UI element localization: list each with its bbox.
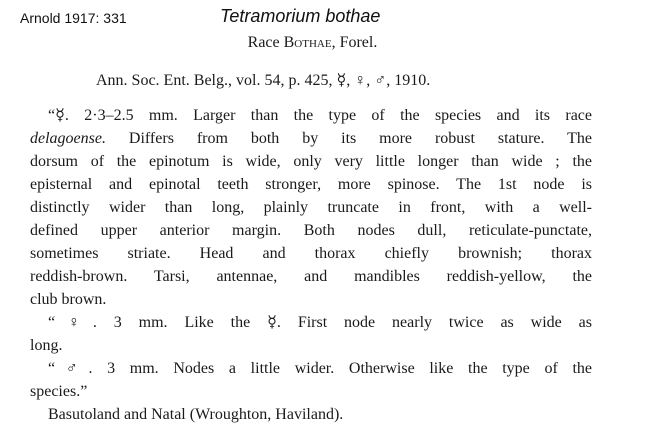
locality-line: Basutoland and Natal (Wroughton, Haviland). [48, 406, 344, 423]
female-line-1: “♀. 3 mm. Like the ☿. First node nearly twice as wide as [48, 314, 592, 331]
worker-line-9: club brown. [30, 291, 107, 308]
female-line-2: long. [30, 337, 63, 354]
race-prefix: Race [247, 34, 284, 51]
male-line-1: “♂. 3 mm. Nodes a little wider. Otherwise like the type of the [48, 360, 592, 377]
female-description [30, 311, 592, 357]
species-title: Tetramorium bothae [220, 6, 381, 26]
description-body [30, 104, 592, 426]
race-suffix: , Forel. [331, 34, 378, 51]
worker-line-8: reddish-brown. Tarsi, antennae, and mandibles reddish-yellow, the [30, 268, 592, 285]
worker-line-7: sometimes striate. Head and thorax chiefly brownish; thorax [30, 245, 592, 262]
race-name-italic: delagoense. [30, 130, 106, 147]
worker-line-4: episternal and epinotal teeth stronger, more spinose. The 1st node is [30, 176, 592, 193]
male-line-2: species.” [30, 383, 88, 400]
worker-line-1: “☿. 2·3–2.5 mm. Larger than the type of the species and its race [48, 107, 592, 124]
race-name: Bothae [283, 34, 332, 51]
literature-reference: Ann. Soc. Ent. Belg., vol. 54, p. 425, ☿, ♀, ♂, 1910. [96, 72, 431, 89]
worker-line-5: distinctly wider than long, plainly truncate in front, with a well- [30, 199, 592, 216]
race-heading [0, 34, 625, 52]
worker-line-2 [30, 127, 592, 150]
worker-line-6: defined upper anterior margin. Both nodes dull, reticulate-punctate, [30, 222, 592, 239]
worker-line-2-rest: Differs from both by its more robust stature. The [105, 130, 592, 147]
worker-description [30, 104, 592, 311]
worker-line-3: dorsum of the epinotum is wide, only very little longer than wide ; the [30, 153, 592, 170]
male-description [30, 357, 592, 403]
locality-paragraph [30, 403, 592, 426]
citation-label: Arnold 1917: 331 [20, 10, 127, 26]
